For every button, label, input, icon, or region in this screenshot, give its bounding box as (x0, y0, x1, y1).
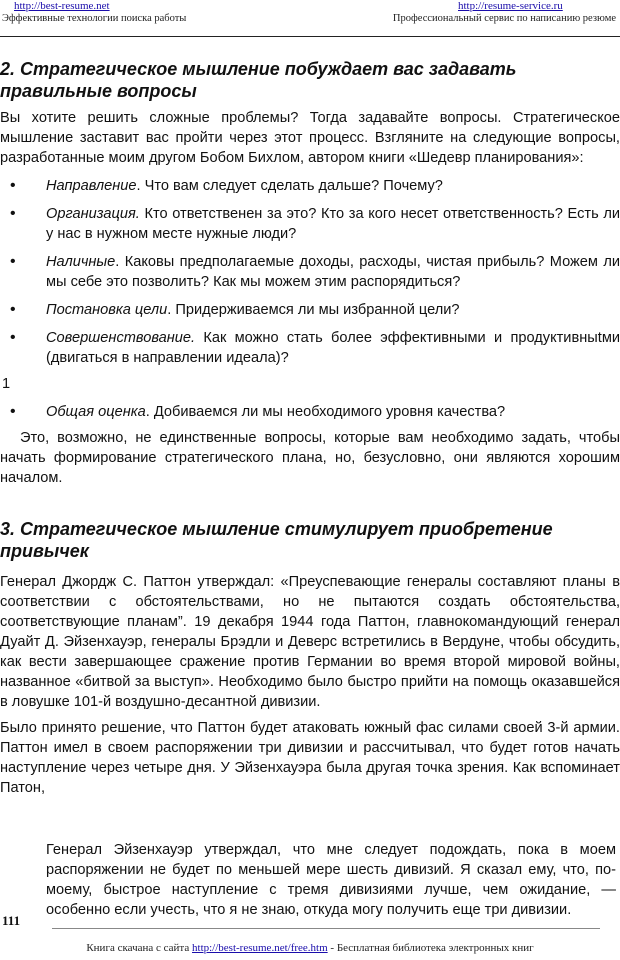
list-item-text: . Каковы предполагаемые доходы, расходы, чистая прибыль? Можем ли мы себе это позволить? Как мы можем этим распорядиться? (46, 254, 620, 290)
header-right-link[interactable]: http://resume-service.ru (458, 0, 563, 12)
footnote-mark: 1 (2, 376, 11, 392)
list-item-text: . Что вам следует сделать дальше? Почему? (136, 178, 443, 194)
question-list (0, 176, 620, 368)
patton-quote: Генерал Эйзенхауэр утверждал, что мне следует подождать, пока в моем распоряжении не будет по меньшей мере шесть дивизий. Я сказал ему, что, по-моему, быстрое наступление с тремя дивизиями лучше, чем ожидание, — особенно если учесть, что я не знаю, откуда могу получить еще три дивизии. (46, 842, 616, 918)
list-item (0, 300, 620, 320)
list-item-text: Как можно стать более эффективными и продуктивныtми (двигаться в направлении идеала)? (46, 330, 620, 366)
section-2-heading: 2. Стратегическое мышление побуждает вас задавать правильные вопросы (0, 59, 517, 101)
section-3-heading: 3. Стратегическое мышление стимулирует приобретение привычек (0, 519, 553, 561)
list-item-term: Организация. (46, 206, 140, 222)
list-item-term: Совершенствование. (46, 330, 196, 346)
page-number: 111 (2, 913, 21, 928)
list-item-term: Постановка цели (46, 302, 168, 318)
header-divider (0, 36, 620, 37)
page-body (0, 58, 620, 920)
section-2-intro: Вы хотите решить сложные проблемы? Тогда задавайте вопросы. Стратегическое мышление заставит вас пройти через этот процесс. Взгляните на следующие вопросы, разработанные моим другом Бобом Бихлом, автором книги «Шедевр планирования»: (0, 110, 620, 166)
list-item (0, 204, 620, 244)
list-item-term: Общая оценка (46, 404, 146, 420)
list-item-text: Кто ответственен за это? Кто за кого несет ответственность? Есть ли у нас в нужном месте нужные люди? (46, 206, 620, 242)
header-left-link[interactable]: http://best-resume.net (14, 0, 110, 12)
footer-line (0, 942, 620, 954)
question-list-continued (0, 402, 620, 422)
list-item (0, 402, 620, 422)
footer-divider (52, 928, 600, 929)
list-item (0, 176, 620, 196)
footer-link[interactable]: http://best-resume.net/free.htm (192, 942, 328, 954)
list-item-term: Наличные (46, 254, 116, 270)
section-2-closing: Это, возможно, не единственные вопросы, которые вам необходимо задать, чтобы начать формирование стратегического плана, но, безусловно, они являются хорошим началом. (0, 430, 620, 486)
list-item (0, 328, 620, 368)
list-item-text: . Придерживаемся ли мы избранной цели? (167, 302, 460, 318)
section-3-paragraph-1: Генерал Джордж С. Паттон утверждал: «Преуспевающие генералы составляют планы в соответствии с обстоятельствами, но не пытаются создать обстоятельства, соответствующие планам”. 19 декабря 1944 года Паттон, главнокомандующий генерал Дуайт Д. Эйзенхауэр, генералы Брэдли и Деверс встретились в Вердуне, чтобы обсудить, как вести завершающее сражение против Германии во время второй мировой войны, названное «битвой за выступ». Необходимо было быстро прийти на помощь оказавшейся в ловушке 101-й воздушно-десантной дивизии. (0, 574, 620, 710)
page-header (0, 0, 620, 30)
list-item-text: . Добиваемся ли мы необходимого уровня качества? (145, 404, 506, 420)
list-item-term: Направление (46, 178, 137, 194)
list-item (0, 252, 620, 292)
header-right-subtitle: Профессиональный сервис по написанию резюме (392, 13, 616, 24)
footer-prefix: Книга скачана с сайта (86, 942, 193, 954)
section-3-paragraph-2: Было принято решение, что Паттон будет атаковать южный фас силами своей 3-й армии. Паттон имел в своем распоряжении три дивизии и рассчитывал, что будет готов начать наступление через четыре дня. У Эйзенхауэра была другая точка зрения. Как вспоминает Патон, (0, 720, 620, 796)
footer-suffix: - Бесплатная библиотека электронных книг (327, 942, 534, 954)
header-left-subtitle: Эффективные технологии поиска работы (2, 13, 187, 24)
